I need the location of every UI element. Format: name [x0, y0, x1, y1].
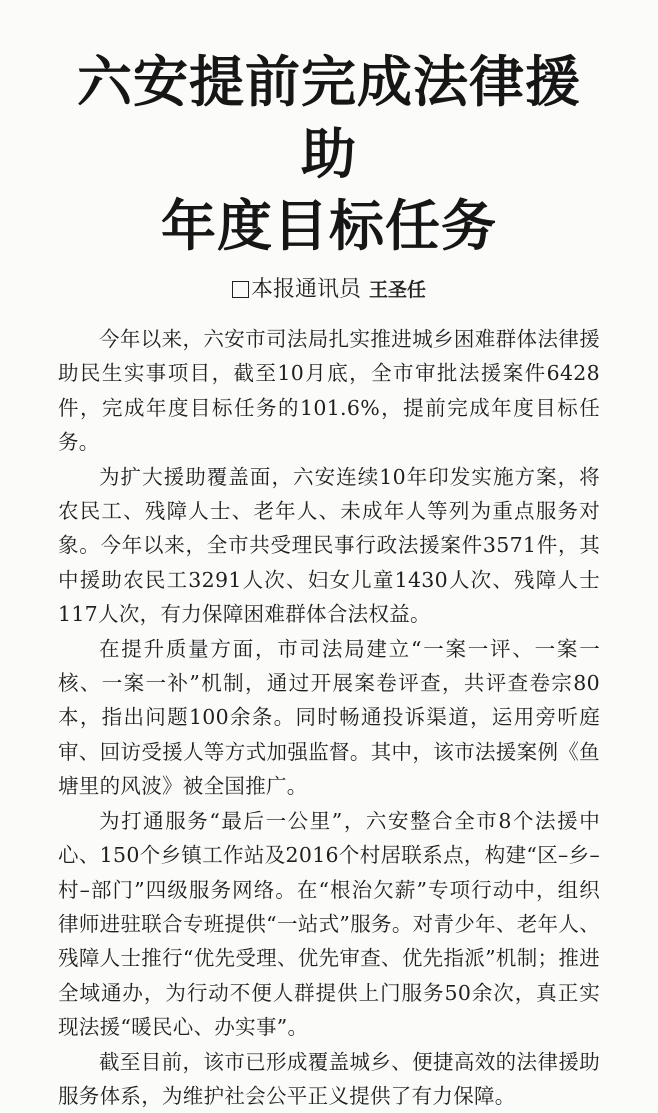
byline-author: 王圣任: [369, 279, 427, 301]
newspaper-page: [0, 46, 658, 1108]
headline-line-1: 六安提前完成法律援助: [76, 49, 581, 186]
paragraph: 在提升质量方面，市司法局建立“一案一评、一案一核、一案一补”机制，通过开展案卷评查，共评查卷宗80本，指出问题100余条。同时畅通投诉渠道，运用旁听庭审、回访受援人等方式加强监督。其中，该市法援案例《鱼塘里的风波》被全国推广。: [58, 636, 600, 799]
paragraph: 今年以来，六安市司法局扎实推进城乡困难群体法律援助民生实事项目，截至10月底，全市审批法援案件6428件，完成年度目标任务的101.6%，提前完成年度目标任务。: [58, 327, 600, 455]
paragraph: 截至目前，该市已形成覆盖城乡、便捷高效的法律援助服务体系，为维护社会公平正义提供了有力保障。: [58, 1049, 600, 1108]
article-body: [58, 322, 600, 1113]
paragraph: 为扩大援助覆盖面，六安连续10年印发实施方案，将农民工、残障人士、老年人、未成年人等列为重点服务对象。今年以来，全市共受理民事行政法援案件3571件，其中援助农民工3291人次、妇女儿童1430人次、残障人士117人次，有力保障困难群体合法权益。: [58, 464, 600, 627]
byline-prefix: 本报通讯员: [250, 277, 361, 302]
headline: [58, 46, 600, 262]
square-bullet-icon: [232, 281, 249, 298]
byline: [58, 276, 600, 304]
paragraph: 为打通服务“最后一公里”，六安整合全市8个法援中心、150个乡镇工作站及2016个村居联系点，构建“区–乡–村–部门”四级服务网络。在“根治欠薪”专项行动中，组织律师进驻联合专班提供“一站式”服务。对青少年、老年人、残障人士推行“优先受理、优先审查、优先指派”机制；推进全域通办，为行动不便人群提供上门服务50余次，真正实现法援“暖民心、办实事”。: [58, 808, 600, 1040]
headline-line-2: 年度目标任务: [160, 193, 497, 258]
